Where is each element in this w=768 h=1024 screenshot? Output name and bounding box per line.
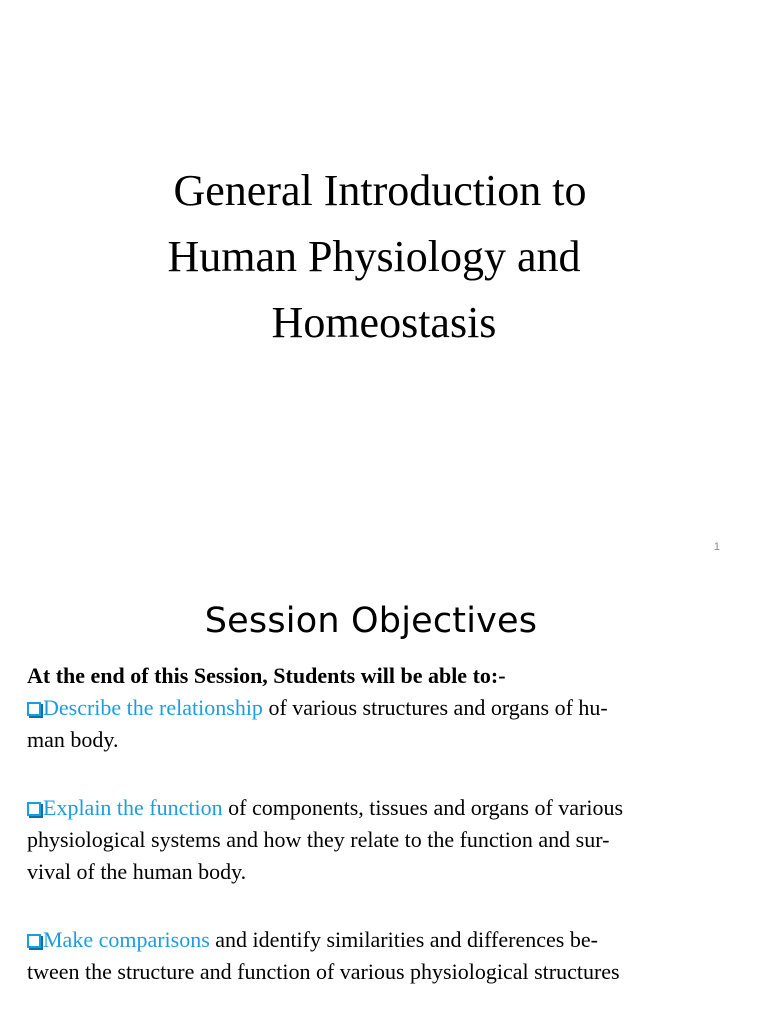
objective-item-2	[27, 792, 737, 888]
objective-1-line-2: man body.	[27, 727, 119, 752]
objective-2-text: of components, tissues and organs of various	[222, 795, 624, 820]
objective-1-line-1	[27, 692, 737, 724]
objective-2-highlight: Explain the function	[43, 795, 223, 820]
objective-2-line-1	[27, 792, 737, 824]
objective-item-3	[27, 924, 737, 988]
objectives-intro: At the end of this Session, Students will be able to:-	[27, 663, 506, 688]
title-line-2: Human Physiology and	[167, 232, 581, 281]
objective-item-1	[27, 692, 737, 756]
objective-2-line-2: physiological systems and how they relate to the function and sur-	[27, 827, 610, 852]
checkbox-square-icon	[27, 934, 41, 948]
presentation-title	[0, 158, 768, 356]
title-line-3: Homeostasis	[271, 298, 497, 347]
objective-3-text: and identify similarities and differences be-	[209, 927, 598, 952]
objectives-title: Session Objectives	[204, 601, 538, 641]
slide-number: 1	[713, 541, 720, 553]
objective-1-highlight: Describe the relationship	[43, 695, 263, 720]
title-line-1: General Introduction to	[173, 166, 587, 215]
objective-3-line-2: tween the structure and function of various physiological structures	[27, 959, 620, 984]
objective-1-text: of various structures and organs of hu-	[262, 695, 608, 720]
checkbox-square-icon	[27, 802, 41, 816]
checkbox-square-icon	[27, 702, 41, 716]
objective-2-line-3: vival of the human body.	[27, 859, 247, 884]
objective-3-highlight: Make comparisons	[43, 927, 210, 952]
objectives-body	[27, 660, 737, 988]
objective-3-line-1	[27, 924, 737, 956]
